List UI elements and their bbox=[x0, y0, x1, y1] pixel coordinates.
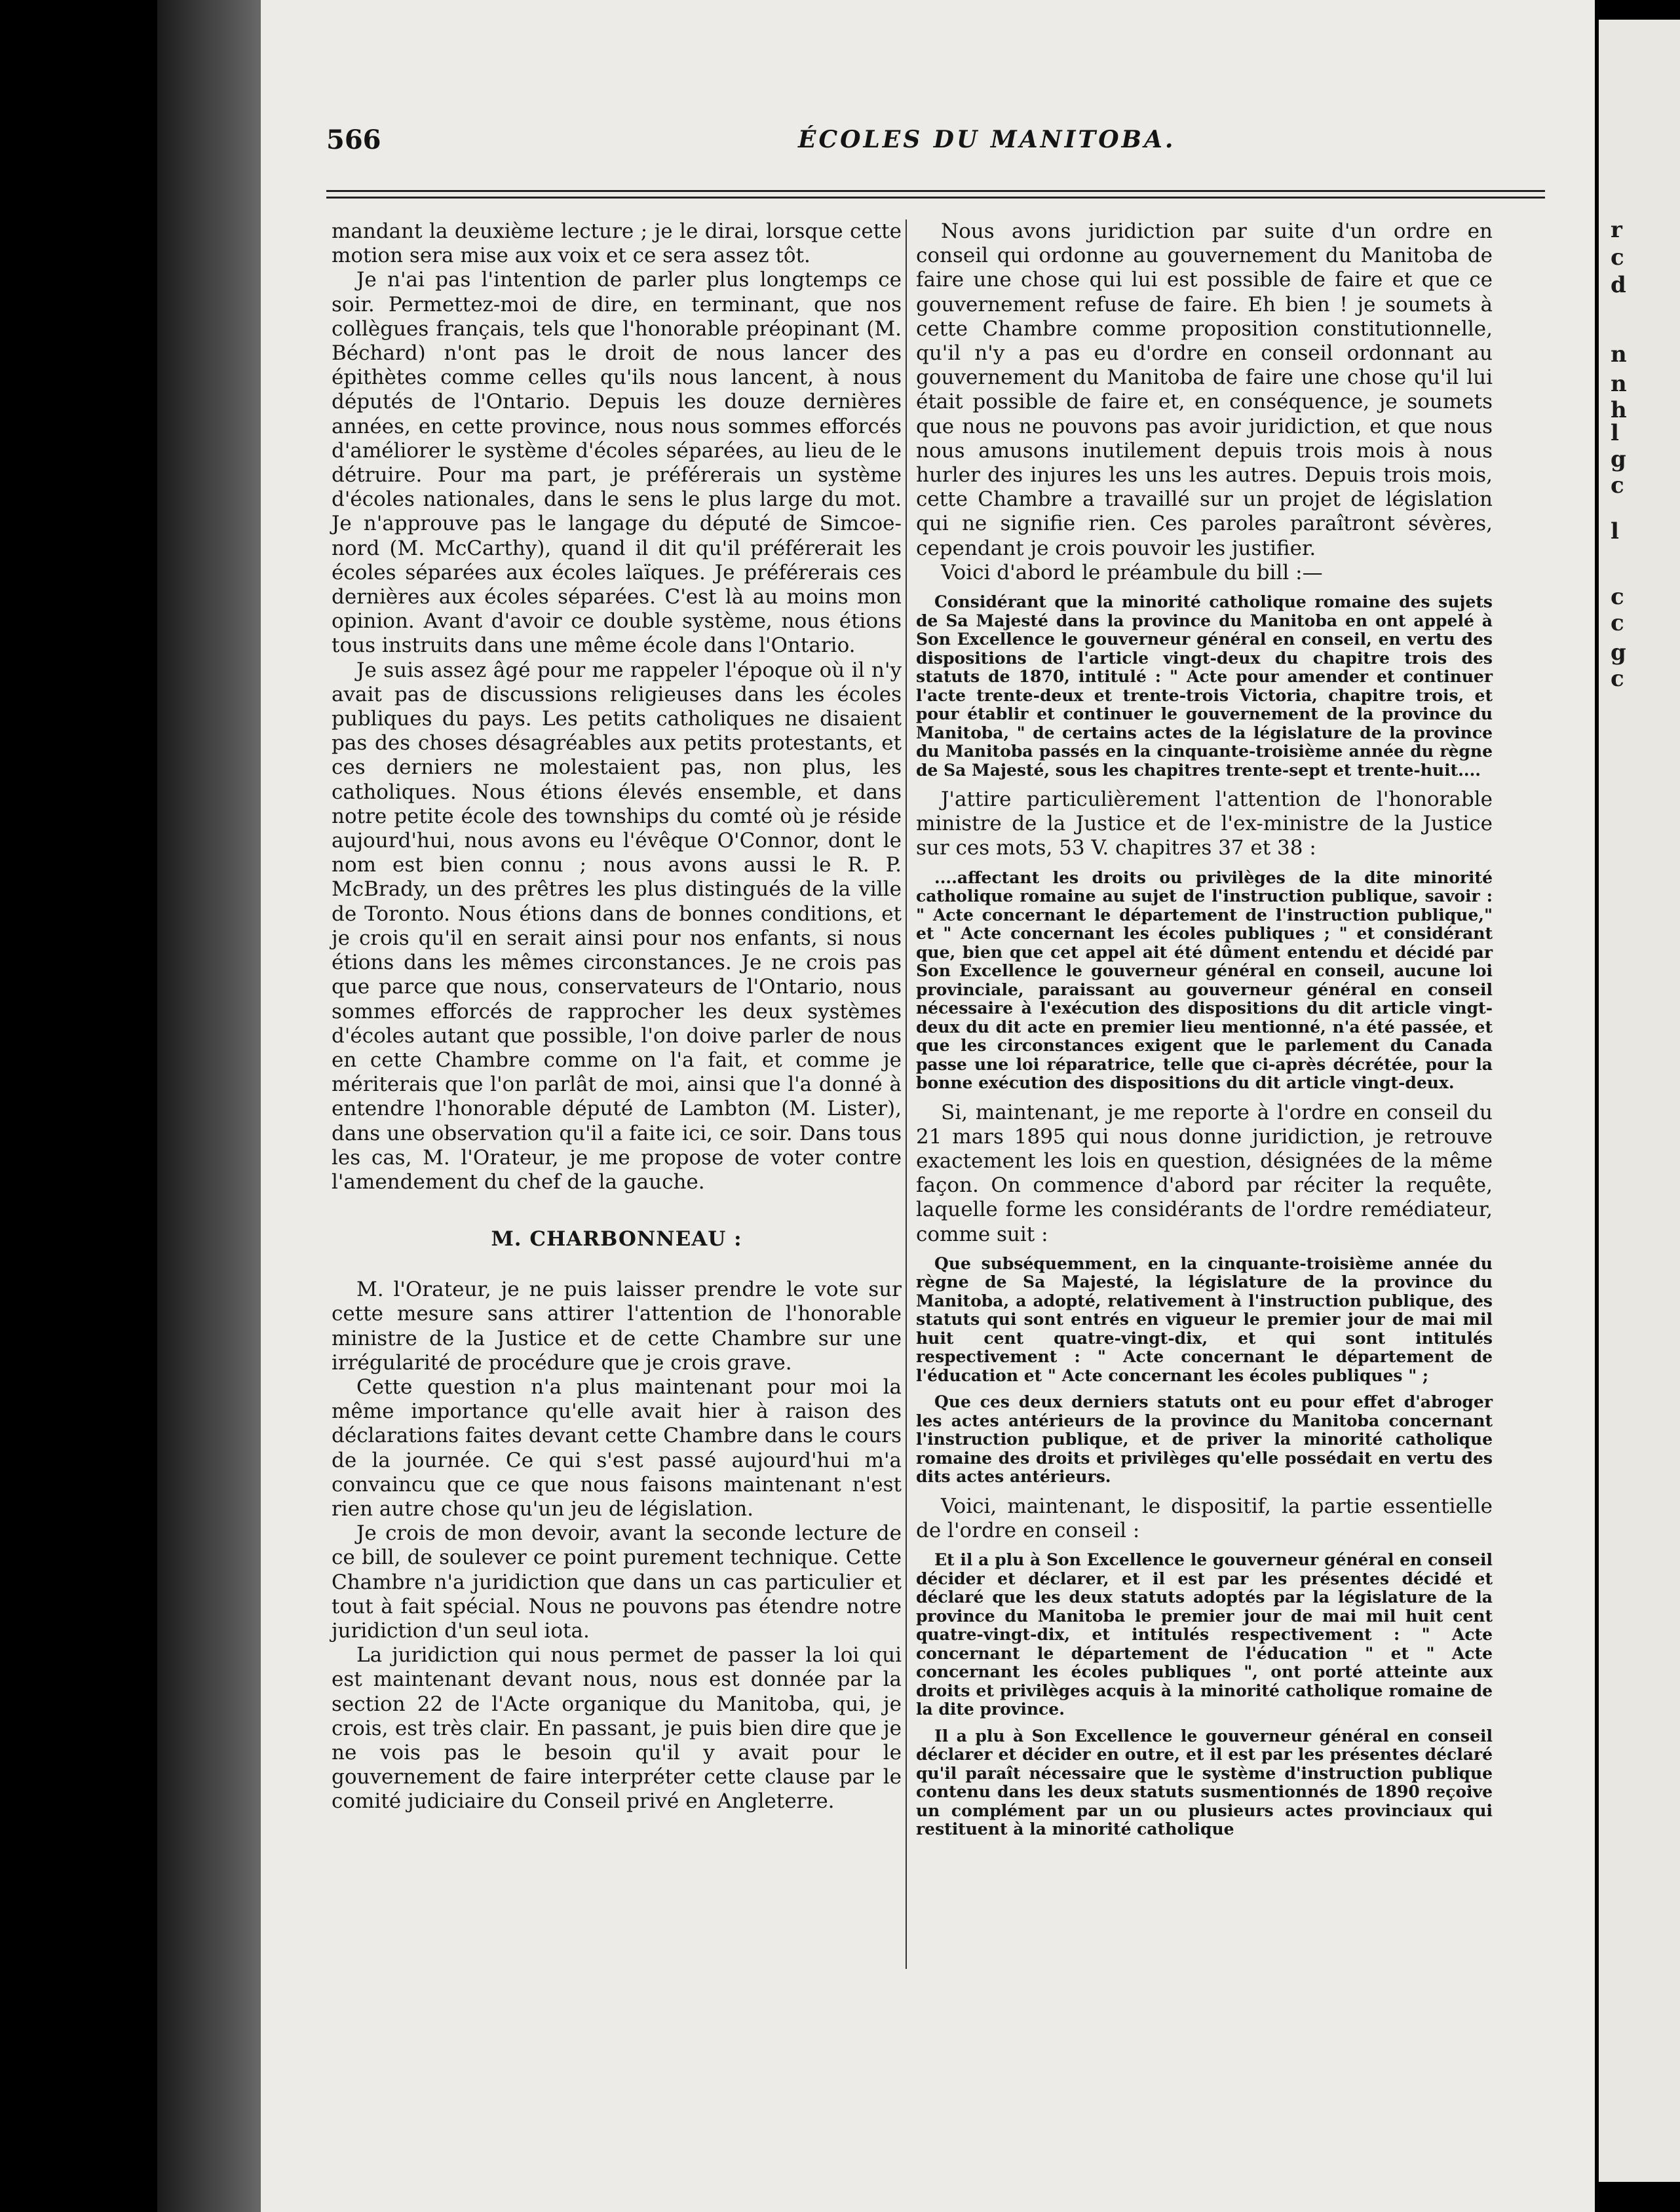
next-page-fragment: n bbox=[1611, 371, 1627, 397]
paragraph: Je suis assez âgé pour me rappeler l'époque où il n'y avait pas de discussions religieuses dans les écoles publiques du pays. Les petits catholiques ne disaient pas des choses désagréables aux petits protestants, et ces derniers ne molestaient pas, non plus, les catholiques. Nous étions élevés ensemble, et dans notre petite école des townships du comté où je réside aujourd'hui, nous avons eu l'évêque O'Connor, dont le nom est bien connu ; nous avons aussi le R. P. McBrady, un des prêtres les plus distingués de la ville de Toronto. Nous étions dans de bonnes conditions, et je crois qu'il en serait ainsi pour nos enfants, si nous étions dans les mêmes circonstances. Je ne crois pas que parce que nous, conservateurs de l'Ontario, nous sommes efforcés de rapprocher les deux systèmes d'écoles autant que possible, l'on doive parler de nous en cette Chambre comme on l'a fait, et comme je mériterais que l'on parlât de moi, ainsi que l'a donné à entendre l'honorable député de Lambton (M. Lister), dans une observation qu'il a faite ici, ce soir. Dans tous les cas, M. l'Orateur, je me propose de voter contre l'amendement du chef de la gauche. bbox=[332, 658, 902, 1194]
next-page-fragment: d bbox=[1611, 272, 1626, 298]
paragraph: Cette question n'a plus maintenant pour moi la même importance qu'elle avait hier à raison des déclarations faites devant cette Chambre dans le cours de la journée. Ce qui s'est passé aujourd'hui m'a convaincu que ce que nous faisons maintenant n'est rien autre chose qu'un jeu de législation. bbox=[332, 1375, 902, 1521]
next-page-fragment: c bbox=[1611, 472, 1624, 499]
next-page-fragment: c bbox=[1611, 584, 1624, 610]
next-page-fragment: l bbox=[1611, 518, 1619, 544]
next-page-edge bbox=[1599, 20, 1680, 2182]
next-page-fragment: c bbox=[1611, 244, 1624, 271]
next-page-fragment: c bbox=[1611, 610, 1624, 636]
paragraph: mandant la deuxième lecture ; je le dirai, lorsque cette motion sera mise aux voix et ce sera assez tôt. bbox=[332, 219, 902, 268]
paragraph: Voici, maintenant, le dispositif, la partie essentielle de l'ordre en conseil : bbox=[916, 1494, 1493, 1543]
page-number: 566 bbox=[326, 124, 381, 155]
page bbox=[261, 0, 1595, 2212]
next-page-fragment: n bbox=[1611, 341, 1627, 368]
paragraph: La juridiction qui nous permet de passer la loi qui est maintenant devant nous, nous est donnée par la section 22 de l'Acte organique du Manitoba, qui, je crois, est très clair. En passant, je puis bien dire que je ne vois pas le besoin qu'il y avait pour le gouvernement de faire interpréter cette clause par le comité judiciaire du Conseil privé en Angleterre. bbox=[332, 1643, 902, 1814]
running-title: ÉCOLES DU MANITOBA. bbox=[798, 126, 1176, 153]
next-page-fragment: g bbox=[1611, 639, 1626, 666]
column-divider bbox=[906, 219, 907, 1969]
speaker-heading: M. CHARBONNEAU : bbox=[491, 1227, 742, 1251]
right-column bbox=[916, 219, 1493, 1847]
quotation: Que ces deux derniers statuts ont eu pour effet d'abroger les actes antérieurs de la province du Manitoba concernant l'instruction publique, et de priver la minorité catholique romaine des droits et privilèges qu'elle possédait en vertu des dits actes antérieurs. bbox=[916, 1392, 1493, 1487]
paragraph: Je n'ai pas l'intention de parler plus longtemps ce soir. Permettez-moi de dire, en terminant, que nos collègues français, tels que l'honorable préopinant (M. Béchard) n'ont pas le droit de nous lancer des épithètes comme celles qu'ils nous lancent, à nous députés de l'Ontario. Depuis les douze dernières années, en cette province, nous nous sommes efforcés d'améliorer le système d'écoles séparées, au lieu de le détruire. Pour ma part, je préférerais un système d'écoles nationales, dans le sens le plus large du mot. Je n'approuve pas le langage du député de Simcoe-nord (M. McCarthy), quand il dit qu'il préférerait les écoles séparées aux écoles laïques. Je préférerais ces dernières aux écoles séparées. C'est là au moins mon opinion. Avant d'avoir ce double système, nous étions tous instruits dans une même école dans l'Ontario. bbox=[332, 268, 902, 658]
quotation: Et il a plu à Son Excellence le gouverneur général en conseil décider et déclarer, et il est par les présentes décidé et déclaré que les deux statuts adoptés par la législature de la province du Manitoba le premier jour de mai mil huit cent quatre-vingt-dix, et intitulés respectivement : " Acte concernant le département de l'éducation " et " Acte concernant les écoles publiques ", ont porté atteinte aux droits et privilèges acquis à la minorité catholique romaine de la dite province. bbox=[916, 1550, 1493, 1719]
book-gutter bbox=[157, 0, 262, 2212]
paragraph: Je crois de mon devoir, avant la seconde lecture de ce bill, de soulever ce point purement technique. Cette Chambre n'a juridiction que dans un cas particulier et tout à fait spécial. Nous ne pouvons pas étendre notre juridiction d'un seul iota. bbox=[332, 1521, 902, 1643]
paragraph: Si, maintenant, je me reporte à l'ordre en conseil du 21 mars 1895 qui nous donne juridiction, je retrouve exactement les lois en question, désignées de la même façon. On commence d'abord par réciter la requête, laquelle forme les considérants de l'ordre remédiateur, comme suit : bbox=[916, 1100, 1493, 1246]
paragraph: M. l'Orateur, je ne puis laisser prendre le vote sur cette mesure sans attirer l'attention de l'honorable ministre de la Justice et de cette Chambre sur une irrégularité de procédure que je crois grave. bbox=[332, 1278, 902, 1375]
next-page-fragment: r bbox=[1611, 217, 1622, 243]
quotation: Il a plu à Son Excellence le gouverneur général en conseil déclarer et décider en outre, et il est par les présentes déclaré qu'il paraît nécessaire que le système d'instruction publique contenu dans les deux statuts susmentionnés de 1890 reçoive un complément par un ou plusieurs actes provinciaux qui restituent à la minorité catholique bbox=[916, 1726, 1493, 1839]
next-page-fragment: l bbox=[1611, 420, 1619, 446]
next-page-fragment: h bbox=[1611, 397, 1627, 423]
quotation: Que subséquemment, en la cinquante-troisième année du règne de Sa Majesté, la législature de la province du Manitoba, a adopté, relativement à l'instruction publique, des statuts qui sont entrés en vigueur le premier jour de mai mil huit cent quatre-vingt-dix, et qui sont intitulés respectivement : " Acte concernant le département de l'éducation et " Acte concernant les écoles publiques " ; bbox=[916, 1253, 1493, 1385]
header-rule-bottom bbox=[326, 197, 1545, 199]
quotation: Considérant que la minorité catholique romaine des sujets de Sa Majesté dans la province du Manitoba en ont appelé à Son Excellence le gouverneur général en conseil, en vertu des dispositions de l'article vingt-deux du chapitre trois des statuts de 1870, intitulé : " Acte pour amender et continuer l'acte trente-deux et trente-trois Victoria, chapitre trois, et pour établir et continuer le gouvernement de la province du Manitoba, " de certains actes de la législature de la province du Manitoba passés en la cinquante-troisième année du règne de Sa Majesté, sous les chapitres trente-sept et trente-huit.... bbox=[916, 592, 1493, 780]
paragraph: J'attire particulièrement l'attention de l'honorable ministre de la Justice et de l'ex-ministre de la Justice sur ces mots, 53 V. chapitres 37 et 38 : bbox=[916, 788, 1493, 860]
header-rule-top bbox=[326, 190, 1545, 192]
next-page-fragment: c bbox=[1611, 666, 1624, 692]
running-head bbox=[326, 124, 1545, 164]
quotation: ....affectant les droits ou privilèges de la dite minorité catholique romaine au sujet de l'instruction publique, savoir : " Acte concernant le département de l'instruction publique," et " Acte concernant les écoles publiques ; " et considérant que, bien que cet appel ait été dûment entendu et décidé par Son Excellence le gouverneur général en conseil, aucune loi provinciale, paraissant au gouverneur général en conseil nécessaire à l'exécution des dispositions du dit article vingt-deux du dit acte en premier lieu mentionné, n'a été passée, et que les circonstances exigent que le parlement du Canada passe une loi réparatrice, telle que ci-après décrétée, pour la bonne exécution des dispositions du dit article vingt-deux. bbox=[916, 868, 1493, 1093]
left-column bbox=[332, 219, 902, 1814]
paragraph: Voici d'abord le préambule du bill :— bbox=[941, 560, 1323, 584]
next-page-fragment: g bbox=[1611, 446, 1626, 472]
paragraph: Nous avons juridiction par suite d'un ordre en conseil qui ordonne au gouvernement du Manitoba de faire une chose qui lui est possible de faire et que ce gouvernement refuse de faire. Eh bien ! je soumets à cette Chambre comme proposition constitutionnelle, qu'il n'y a pas eu d'ordre en conseil ordonnant au gouvernement du Manitoba de faire une chose qu'il lui était possible de faire et, en conséquence, je soumets que nous ne pouvons pas avoir juridiction, et que nous nous amusons inutilement depuis trois mois à nous hurler des injures les uns les autres. Depuis trois mois, cette Chambre a travaillé sur un projet de législation qui ne signifie rien. Ces paroles paraîtront sévères, cependant je crois pouvoir les justifier. bbox=[916, 219, 1493, 560]
